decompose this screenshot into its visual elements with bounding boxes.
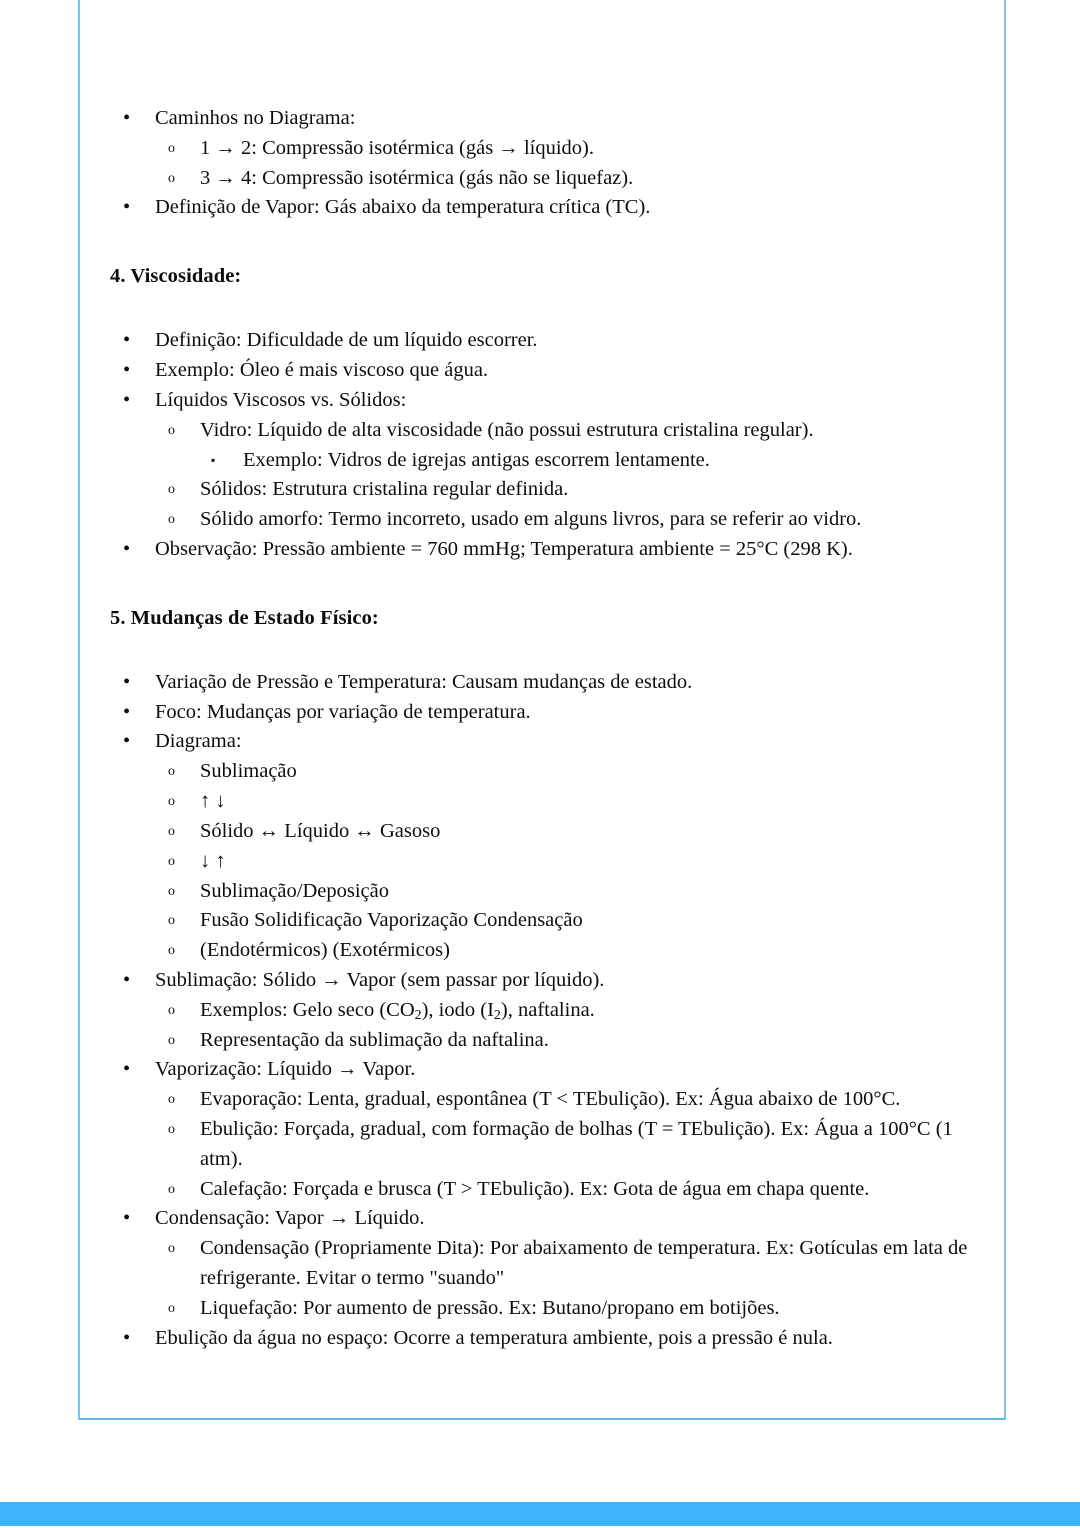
list-item-text: Evaporação: Lenta, gradual, espontânea (T < TEbulição). Ex: Água abaixo de 100°C. bbox=[200, 1088, 901, 1111]
heading-mudancas-estado: 5. Mudanças de Estado Físico: bbox=[110, 606, 379, 629]
bullet-marker-level-1: • bbox=[123, 388, 131, 411]
list-item bbox=[168, 906, 990, 936]
list-item bbox=[168, 877, 990, 907]
list-item-text: Condensação (Propriamente Dita): Por abaixamento de temperatura. Ex: Gotículas em lata de refrigerante. Evitar o termo "suando" bbox=[200, 1237, 968, 1290]
bullet-marker-level-1: • bbox=[123, 968, 131, 991]
list-item-text: Exemplo: Vidros de igrejas antigas escorrem lentamente. bbox=[243, 448, 710, 471]
bullet-marker-level-2: o bbox=[168, 140, 175, 156]
list-item-text: Calefação: Forçada e brusca (T > TEbulição). Ex: Gota de água em chapa quente. bbox=[200, 1177, 870, 1200]
list-item bbox=[168, 787, 990, 817]
list-item bbox=[123, 535, 990, 565]
list-item bbox=[123, 698, 990, 728]
heading-viscosidade: 4. Viscosidade: bbox=[110, 265, 242, 288]
list-mudancas-estado bbox=[110, 668, 990, 1354]
list-item bbox=[123, 356, 990, 386]
list-item-text: Observação: Pressão ambiente = 760 mmHg; Temperatura ambiente = 25°C (298 K). bbox=[155, 537, 853, 560]
list-item bbox=[123, 193, 990, 223]
list-item bbox=[123, 1324, 990, 1354]
list-item bbox=[168, 1026, 990, 1056]
list-item bbox=[123, 668, 990, 698]
list-item-text: ↑ ↓ bbox=[200, 790, 226, 813]
bullet-marker-level-1: • bbox=[123, 1058, 131, 1081]
bullet-marker-level-2: o bbox=[168, 1181, 175, 1197]
bullet-marker-level-2: o bbox=[168, 512, 175, 528]
list-item bbox=[123, 326, 990, 356]
list-item bbox=[168, 1175, 990, 1205]
list-item-text: Vidro: Líquido de alta viscosidade (não possui estrutura cristalina regular). bbox=[200, 418, 814, 441]
list-item bbox=[168, 475, 990, 505]
list-item-text: Sublimação: Sólido → Vapor (sem passar por líquido). bbox=[155, 968, 605, 991]
list-item-text: Definição: Dificuldade de um líquido escorrer. bbox=[155, 329, 538, 352]
list-item-text: Ebulição: Forçada, gradual, com formação de bolhas (T = TEbulição). Ex: Água a 100°C (1 atm). bbox=[200, 1118, 953, 1170]
list-item-text: Condensação: Vapor → Líquido. bbox=[155, 1207, 425, 1230]
list-item-text: Liquefação: Por aumento de pressão. Ex: Butano/propano em botijões. bbox=[200, 1296, 780, 1319]
bullet-marker-level-1: • bbox=[123, 359, 131, 382]
list-item-text: Líquidos Viscosos vs. Sólidos: bbox=[155, 388, 407, 411]
list-item bbox=[168, 936, 990, 966]
list-item bbox=[168, 1085, 990, 1115]
bullet-marker-level-2: o bbox=[168, 1032, 175, 1048]
list-item bbox=[123, 104, 990, 134]
list-item bbox=[123, 386, 990, 416]
list-item bbox=[168, 847, 990, 877]
list-item-text: Ebulição da água no espaço: Ocorre a temperatura ambiente, pois a pressão é nula. bbox=[155, 1326, 833, 1349]
list-item-text: Diagrama: bbox=[155, 730, 242, 753]
list-item-text: Representação da sublimação da naftalina. bbox=[200, 1028, 549, 1051]
list-item-text: 3 → 4: Compressão isotérmica (gás não se liquefaz). bbox=[200, 166, 634, 189]
bullet-marker-level-2: o bbox=[168, 1002, 175, 1018]
list-item bbox=[168, 505, 990, 535]
bullet-marker-level-1: • bbox=[123, 1326, 131, 1349]
list-item-text: Sólido amorfo: Termo incorreto, usado em alguns livros, para se referir ao vidro. bbox=[200, 508, 862, 531]
list-item-text: Fusão Solidificação Vaporização Condensação bbox=[200, 909, 583, 932]
list-item bbox=[168, 817, 990, 847]
bullet-marker-level-2: o bbox=[168, 170, 175, 186]
document-body bbox=[110, 104, 990, 1354]
bullet-marker-level-2: o bbox=[168, 1092, 175, 1108]
bullet-marker-level-2: o bbox=[168, 422, 175, 438]
list-item-text: Foco: Mudanças por variação de temperatura. bbox=[155, 700, 531, 723]
bullet-marker-level-2: o bbox=[168, 823, 175, 839]
list-item-text: 1 → 2: Compressão isotérmica (gás → líquido). bbox=[200, 136, 594, 159]
list-item-text: Exemplo: Óleo é mais viscoso que água. bbox=[155, 359, 489, 382]
list-item-text: Exemplos: Gelo seco $(CO_2)$, iodo $(I_2)$, naftalina. bbox=[200, 998, 595, 1023]
list-item-text: Definição de Vapor: Gás abaixo da temperatura crítica (TC). bbox=[155, 196, 651, 219]
list-item bbox=[168, 757, 990, 787]
bullet-marker-level-1: • bbox=[123, 700, 131, 723]
list-item-text: Variação de Pressão e Temperatura: Causam mudanças de estado. bbox=[155, 670, 693, 693]
list-item-text: ↓ ↑ bbox=[200, 849, 226, 872]
bullet-marker-level-2: o bbox=[168, 883, 175, 899]
list-item-text: (Endotérmicos) (Exotérmicos) bbox=[200, 939, 450, 962]
bullet-marker-level-1: • bbox=[123, 537, 131, 560]
bullet-marker-level-2: o bbox=[168, 943, 175, 959]
list-item bbox=[168, 1294, 990, 1324]
bullet-marker-level-2: o bbox=[168, 794, 175, 810]
bullet-marker-level-1: • bbox=[123, 196, 131, 219]
list-item bbox=[168, 416, 990, 446]
list-item-text: Vaporização: Líquido → Vapor. bbox=[155, 1058, 416, 1081]
list-item-text: Sólidos: Estrutura cristalina regular definida. bbox=[200, 478, 569, 501]
list-item bbox=[123, 966, 990, 996]
list-item bbox=[168, 1115, 990, 1175]
list-item bbox=[168, 1234, 990, 1294]
bullet-marker-level-3: ▪ bbox=[211, 452, 216, 467]
list-item bbox=[211, 446, 990, 476]
bullet-marker-level-1: • bbox=[123, 730, 131, 753]
bullet-marker-level-1: • bbox=[123, 670, 131, 693]
list-item bbox=[168, 134, 990, 164]
bullet-marker-level-1: • bbox=[123, 107, 131, 129]
bullet-marker-level-2: o bbox=[168, 482, 175, 498]
list-item-text: Caminhos no Diagrama: bbox=[155, 107, 356, 129]
list-item-text: Sublimação/Deposição bbox=[200, 879, 390, 902]
list-item-text: Sólido ↔ Líquido ↔ Gasoso bbox=[200, 819, 441, 842]
list-item bbox=[123, 1204, 990, 1234]
bullet-marker-level-2: o bbox=[168, 764, 175, 780]
bullet-marker-level-2: o bbox=[168, 853, 175, 869]
bullet-marker-level-2: o bbox=[168, 1300, 175, 1316]
bottom-accent-bar bbox=[0, 1502, 1080, 1526]
bullet-marker-level-1: • bbox=[123, 329, 131, 352]
bullet-marker-level-2: o bbox=[168, 1122, 175, 1138]
bullet-marker-level-2: o bbox=[168, 913, 175, 929]
list-item bbox=[123, 727, 990, 757]
list-viscosidade bbox=[110, 326, 990, 565]
list-item bbox=[168, 996, 990, 1026]
list-item bbox=[123, 1055, 990, 1085]
list-item bbox=[168, 164, 990, 194]
list-caminhos bbox=[110, 104, 990, 223]
bullet-marker-level-1: • bbox=[123, 1207, 131, 1230]
list-item-text: Sublimação bbox=[200, 760, 297, 783]
bullet-marker-level-2: o bbox=[168, 1241, 175, 1257]
